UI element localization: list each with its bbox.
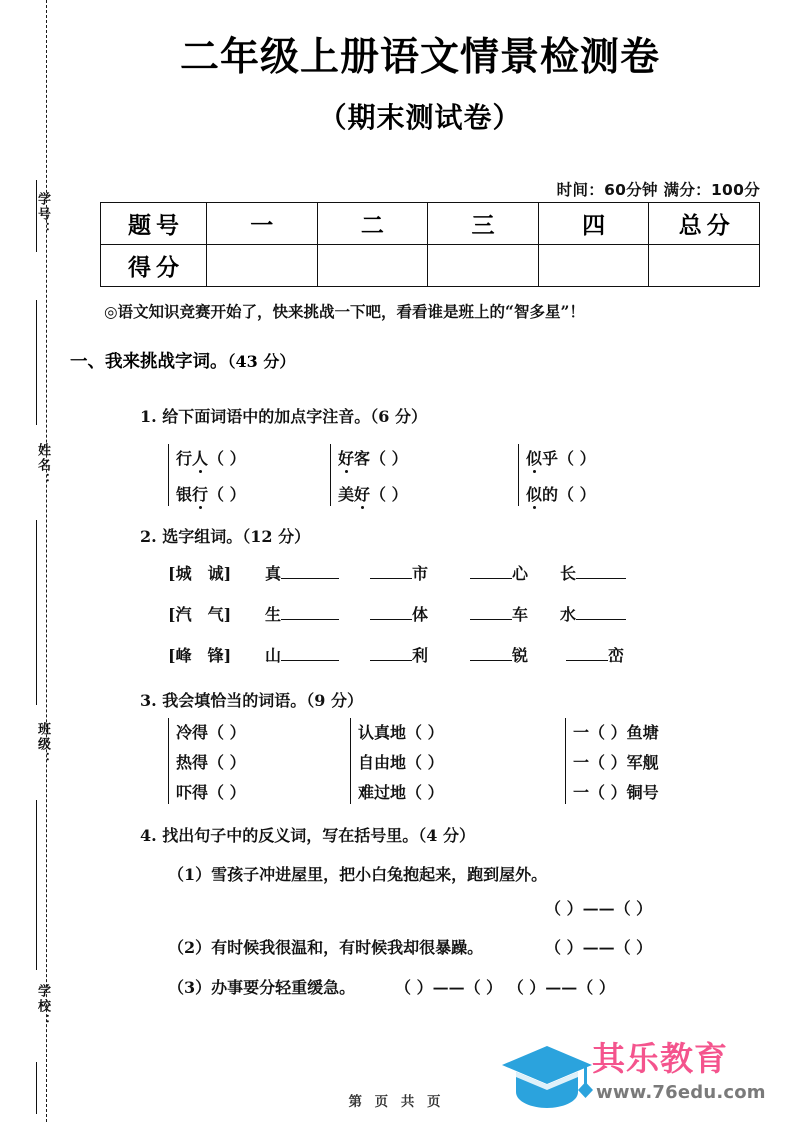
q2-row2-item-2[interactable]: 体 (370, 602, 428, 625)
score-table-header-4: 四 (538, 203, 649, 245)
question-1-points: （6 分） (370, 407, 428, 426)
question-4-points: （4 分） (418, 826, 476, 845)
page-subtitle: （期末测试卷） (318, 101, 522, 134)
q4-item-1 (168, 862, 547, 885)
q3-g1-row-2[interactable]: 热得（ ） (176, 753, 246, 772)
question-4-number: 4. (140, 826, 157, 845)
q1-g1-r2-word: 银行 (176, 485, 209, 504)
q2-row1-item-2[interactable]: 市 (370, 561, 428, 584)
q1-g1-row-1 (176, 444, 246, 467)
question-1-heading (140, 404, 427, 427)
exam-meta: 时间：60分钟 满分：100分 (556, 181, 760, 199)
q1-g3-row-2 (526, 467, 596, 503)
logo-url-text: www.76edu.com (596, 1082, 766, 1103)
score-cell-5[interactable] (649, 245, 760, 287)
q2-row3-item-3[interactable]: 锐 (470, 643, 528, 666)
question-1-number: 1. (140, 407, 157, 426)
q3-group-1 (168, 718, 246, 804)
q1-g3-row-1 (526, 444, 596, 467)
q2-row2-item-3[interactable]: 车 (470, 602, 528, 625)
score-table-header-0: 题号 (101, 203, 207, 245)
question-3-points: （9 分） (306, 691, 364, 710)
q4-item-2-sentence: 有时候我很温和，有时候我却很暴躁。 (211, 938, 484, 957)
section-heading-1-text: 一、我来挑战字词。 (70, 352, 228, 372)
margin-seg-4 (36, 800, 37, 970)
question-2-prompt: 选字组词。 (162, 527, 243, 546)
q2-row1-item-4[interactable]: 长 (560, 561, 626, 584)
score-table-row-label: 得分 (101, 245, 207, 287)
q1-g2-r1-word: 好客 (338, 449, 371, 468)
question-3-number: 3. (140, 691, 157, 710)
page-title: 二年级上册语文情景检测卷 (179, 35, 660, 80)
q3-g3-row-2[interactable]: 一（ ）军舰 (573, 753, 659, 772)
margin-label-name: 姓名： (35, 443, 50, 488)
q4-item-1-answer[interactable]: （ ）——（ ） (545, 899, 653, 918)
q2-row3-item-2[interactable]: 利 (370, 643, 428, 666)
margin-seg-3 (36, 520, 37, 705)
page-footer: 第 页 共 页 (348, 1094, 445, 1110)
section-heading-1 (70, 348, 295, 373)
logo-brand-text: 其乐教育 (592, 1039, 728, 1078)
q2-row2-item-4[interactable]: 水 (560, 602, 626, 625)
q1-g1-r2-bracket[interactable]: （ ） (208, 485, 246, 504)
q1-g1-row-2 (176, 467, 246, 503)
score-table-header-3: 三 (428, 203, 539, 245)
question-4-heading (140, 823, 475, 846)
q4-item-3 (168, 975, 355, 998)
q1-g2-r1-bracket[interactable]: （ ） (370, 449, 408, 468)
q1-g2-row-2 (338, 467, 408, 503)
q1-g2-r2-word: 美好 (338, 485, 371, 504)
score-table-header-5: 总分 (649, 203, 760, 245)
q1-group-1 (168, 444, 246, 506)
score-table (100, 202, 760, 287)
question-2-number: 2. (140, 527, 157, 546)
q3-g3-row-1[interactable]: 一（ ）鱼塘 (573, 723, 659, 742)
q4-item-3-answer[interactable]: （ ）——（ ） （ ）——（ ） (395, 978, 615, 997)
section-heading-1-points: （43 分） (227, 352, 296, 371)
q4-item-2 (168, 935, 483, 958)
q3-group-2 (350, 718, 444, 804)
q2-row2-choices: [汽 气] (168, 605, 232, 624)
score-cell-1[interactable] (207, 245, 318, 287)
question-4-prompt: 找出句子中的反义词，写在括号里。 (162, 826, 419, 845)
score-table-header-1: 一 (207, 203, 318, 245)
score-cell-2[interactable] (317, 245, 428, 287)
q3-g3-row-3[interactable]: 一（ ）铜号 (573, 783, 659, 802)
q4-item-1-sentence: 雪孩子冲进屋里，把小白兔抱起来，跑到屋外。 (211, 865, 548, 884)
q4-item-1-label: （1） (168, 865, 212, 884)
q4-item-2-answer[interactable]: （ ）——（ ） (545, 938, 653, 957)
question-3-prompt: 我会填恰当的词语。 (162, 691, 307, 710)
table-row-header (101, 203, 760, 245)
q3-g1-row-3[interactable]: 吓得（ ） (176, 783, 246, 802)
margin-seg-2 (36, 300, 37, 425)
table-row-score (101, 245, 760, 287)
margin-dashed-line (46, 0, 47, 1122)
q1-g1-r1-word: 行人 (176, 449, 209, 468)
q2-row1-item-1[interactable]: 真 (265, 561, 339, 584)
question-2-heading (140, 524, 310, 547)
q1-group-3 (518, 444, 596, 506)
q3-g2-row-3[interactable]: 难过地（ ） (358, 783, 444, 802)
score-table-header-2: 二 (317, 203, 428, 245)
q1-group-2 (330, 444, 408, 506)
margin-label-student-number: 学号： (35, 192, 50, 237)
q3-g2-row-2[interactable]: 自由地（ ） (358, 753, 444, 772)
q3-g2-row-1[interactable]: 认真地（ ） (358, 723, 444, 742)
q1-g3-r1-word: 似乎 (526, 449, 559, 468)
q3-g1-row-1[interactable]: 冷得（ ） (176, 723, 246, 742)
q4-item-3-sentence: 办事要分轻重缓急。 (211, 978, 356, 997)
q3-group-3 (565, 718, 659, 804)
score-cell-4[interactable] (538, 245, 649, 287)
q2-row3-item-4[interactable]: 峦 (566, 643, 624, 666)
question-1-prompt: 给下面词语中的加点字注音。 (162, 407, 371, 426)
q2-row1-choices: [城 诚] (168, 564, 232, 583)
q2-row3-item-1[interactable]: 山 (265, 643, 339, 666)
score-cell-3[interactable] (428, 245, 539, 287)
q4-item-3-label: （3） (168, 978, 212, 997)
margin-label-class: 班级： (35, 722, 50, 767)
q4-item-2-label: （2） (168, 938, 212, 957)
q2-row3-choices: [峰 锋] (168, 646, 232, 665)
q1-g3-r2-word: 似的 (526, 485, 559, 504)
q1-g2-row-1 (338, 444, 408, 467)
question-2-points: （12 分） (242, 527, 311, 546)
margin-label-school: 学校： (35, 984, 50, 1029)
intro-text: ◎语文知识竞赛开始了，快来挑战一下吧，看看谁是班上的“智多星”！ (104, 302, 585, 321)
question-3-heading (140, 688, 363, 711)
q1-g1-r1-bracket[interactable]: （ ） (208, 449, 246, 468)
q2-row2-item-1[interactable]: 生 (265, 602, 339, 625)
q2-row1-item-3[interactable]: 心 (470, 561, 528, 584)
q1-g3-r2-bracket[interactable]: （ ） (558, 485, 596, 504)
q1-g3-r1-bracket[interactable]: （ ） (558, 449, 596, 468)
q1-g2-r2-bracket[interactable]: （ ） (370, 485, 408, 504)
